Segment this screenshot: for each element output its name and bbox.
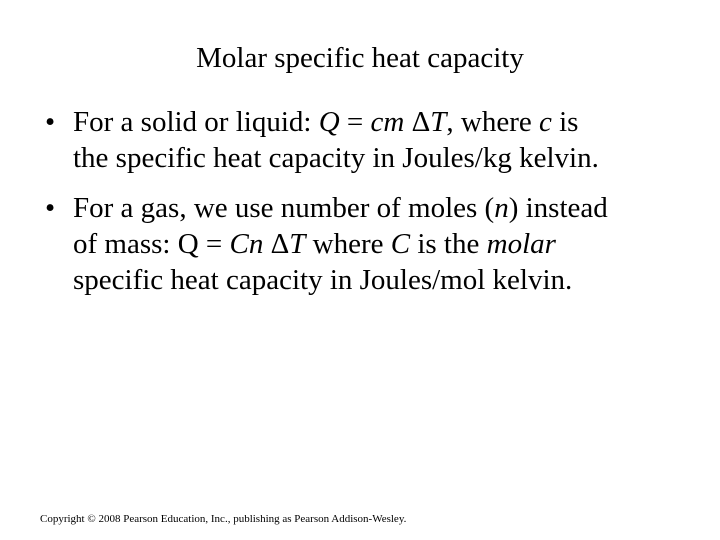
text-segment: For a gas, we use number of moles ( — [73, 192, 495, 224]
var-Q: Q — [318, 106, 340, 138]
text-segment: of mass: Q = — [73, 228, 230, 260]
delta-symbol: Δ — [404, 106, 431, 138]
slide-title: Molar specific heat capacity — [196, 42, 524, 74]
var-T: T — [430, 106, 447, 138]
delta-symbol: Δ — [263, 228, 290, 260]
bullet-list — [45, 104, 685, 312]
term-molar: molar — [486, 228, 556, 260]
bullet-marker: • — [45, 192, 56, 224]
text-segment: ) instead — [508, 192, 608, 224]
var-n: n — [494, 192, 509, 224]
bullet-line — [73, 226, 685, 262]
bullet-item-solid-liquid — [45, 104, 685, 176]
bullet-marker: • — [45, 106, 56, 138]
text-segment: = — [339, 106, 371, 138]
var-C: C — [390, 228, 411, 260]
bullet-line — [73, 190, 685, 226]
bullet-line: the specific heat capacity in Joules/kg kelvin. — [73, 142, 599, 174]
var-c: c — [538, 106, 552, 138]
bullet-item-gas — [45, 190, 685, 298]
bullet-line: specific heat capacity in Joules/mol kelvin. — [73, 264, 573, 296]
var-Cn: Cn — [229, 228, 264, 260]
var-cm: cm — [370, 106, 405, 138]
text-segment: is the — [410, 228, 487, 260]
bullet-line — [73, 104, 685, 140]
text-segment: For a solid or liquid: — [73, 106, 319, 138]
copyright-footer: Copyright © 2008 Pearson Education, Inc., publishing as Pearson Addison-Wesley. — [40, 513, 407, 525]
text-segment: is — [551, 106, 579, 138]
var-T: T — [289, 228, 306, 260]
text-segment: where — [305, 228, 391, 260]
text-segment: , where — [446, 106, 539, 138]
